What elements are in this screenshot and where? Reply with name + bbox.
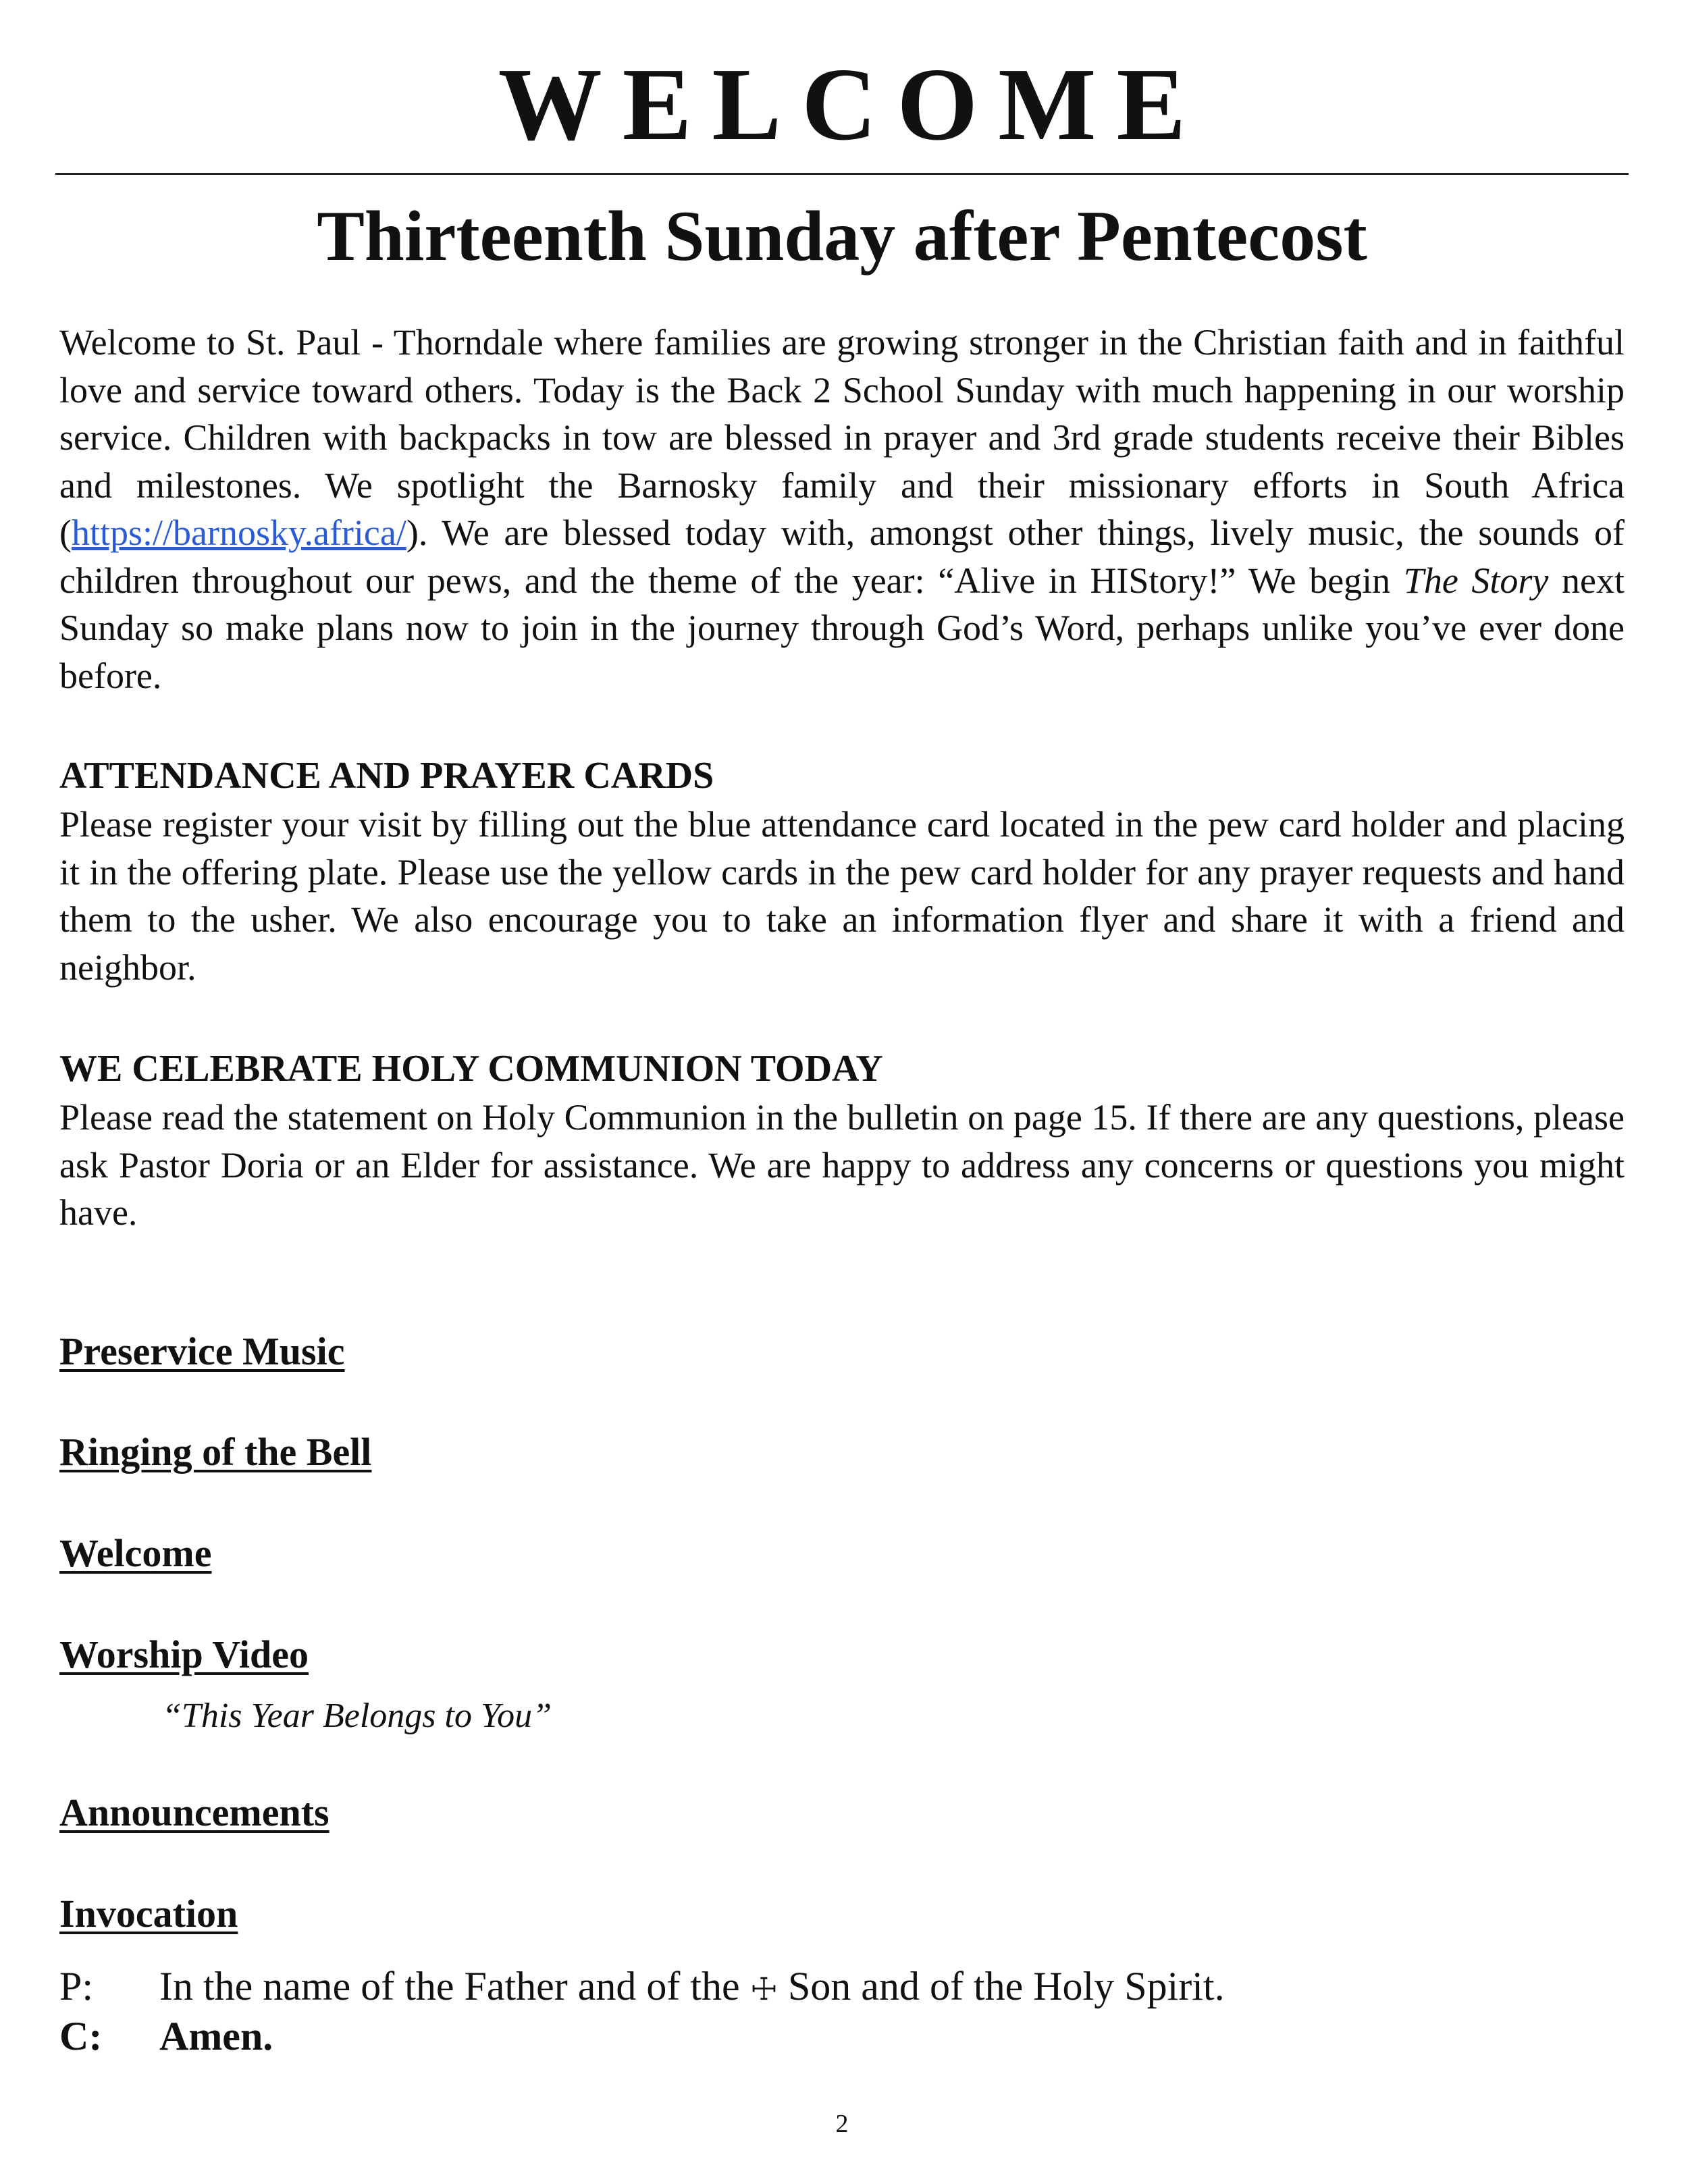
pastor-text-before: In the name of the Father and of the [159, 1964, 750, 2008]
invocation-heading: Invocation [59, 1892, 238, 1936]
attendance-body: Please register your visit by filling out the blue attendance card located in the pew card holder and placing it in the offering plate. Please use the yellow cards in the pew card holder for any prayer requests and hand them to the usher. We also encourage you to take an information flyer and share it with a friend and neighbor. [59, 804, 1625, 988]
pastor-label: P: [59, 1964, 94, 2008]
header-divider [55, 173, 1629, 175]
cross-icon: ☩ [749, 1971, 778, 2007]
worship-video-heading: Worship Video [59, 1632, 309, 1676]
intro-text-middle: ). We are blessed today with, amongst other things, lively music, the sounds of children throughout our pews, and the theme of the year: “Alive in HIStory!” We begin [59, 512, 1625, 601]
ringing-bell-heading: Ringing of the Bell [59, 1430, 372, 1474]
attendance-heading: ATTENDANCE AND PRAYER CARDS [59, 755, 714, 797]
communion-heading: WE CELEBRATE HOLY COMMUNION TODAY [59, 1048, 883, 1090]
pastor-line [59, 1962, 1225, 2013]
congregation-label: C: [59, 2014, 103, 2058]
welcome-banner: WELCOME [498, 47, 1207, 162]
pastor-text [159, 1962, 1225, 2013]
bulletin-page [59, 0, 1625, 2184]
congregation-text: Amen. [159, 2014, 273, 2058]
worship-video-title: “This Year Belongs to You” [162, 1697, 552, 1735]
intro-text-start: Welcome to St. Paul - Thorndale where families are growing stronger in the Christian faith and in faithful love and service toward others. Today is the Back 2 School Sunday with much happening in our worship service. Children with backpacks in tow are blessed in prayer and 3rd grade students receive their Bibles and milestones. We spotlight the Barnosky family and their missionary efforts in South Africa ( [59, 322, 1625, 553]
announcements-heading: Announcements [59, 1790, 329, 1834]
welcome-heading: Welcome [59, 1531, 212, 1575]
communion-body: Please read the statement on Holy Communion in the bulletin on page 15. If there are any questions, please ask Pastor Doria or an Elder for assistance. We are happy to address any concerns or questions you might have. [59, 1097, 1625, 1233]
preservice-music-heading: Preservice Music [59, 1329, 345, 1373]
page-number: 2 [835, 2110, 849, 2138]
welcome-paragraph [59, 319, 1625, 699]
pastor-text-after: Son and of the Holy Spirit. [777, 1964, 1225, 2008]
intro-text-end: next Sunday so make plans now to join in the journey through God’s Word, perhaps unlike you’ve ever done before. [59, 560, 1625, 696]
congregation-line [59, 2012, 273, 2060]
the-story-title: The Story [1403, 560, 1549, 601]
page-title: Thirteenth Sunday after Pentecost [317, 196, 1367, 275]
barnosky-link[interactable]: https://barnosky.africa/ [71, 512, 406, 553]
